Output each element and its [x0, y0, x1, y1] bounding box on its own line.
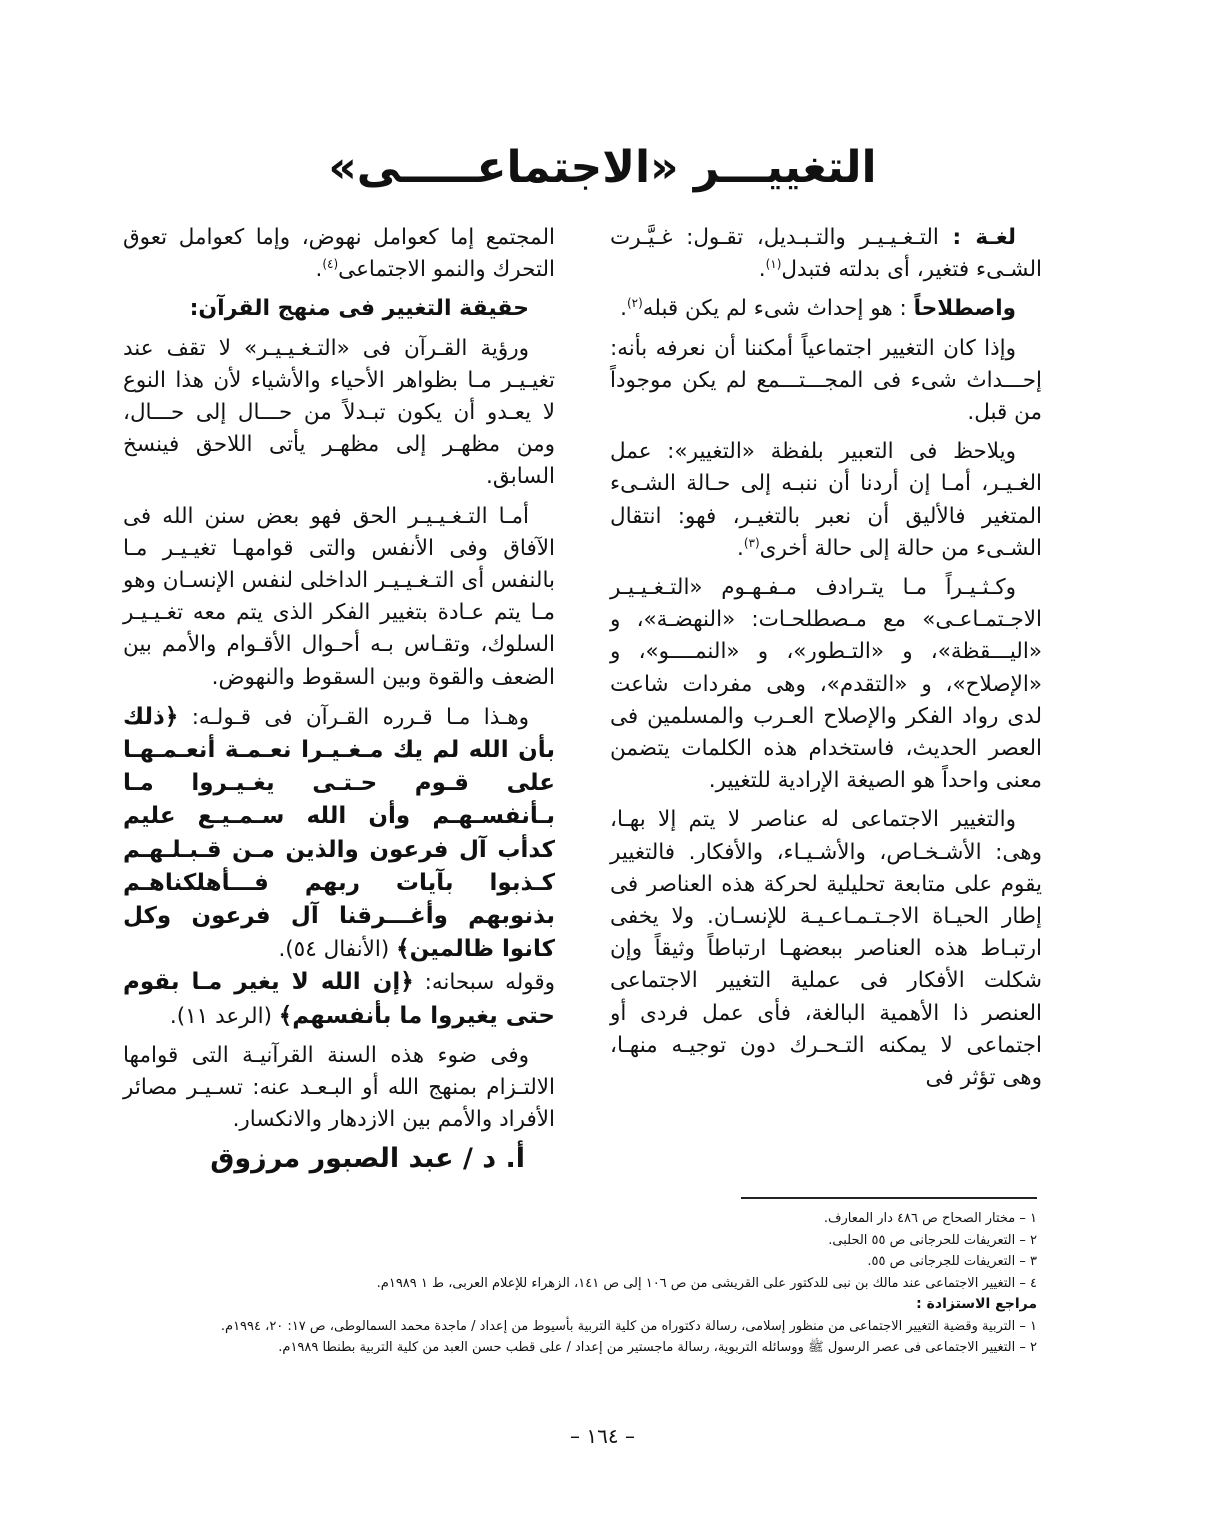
- article-title: التغييـــر «الاجتماعـــــى»: [328, 142, 877, 193]
- verse-citation: (الأنفال ٥٤).: [278, 937, 397, 963]
- label-lexical: لغـة :: [952, 225, 1016, 250]
- footnote-item: ٤ – التغيير الاجتماعى عند مالك بن نبى للدكتور على القريشى من ص ١٠٦ إلى ص ١٤١، الزهراء للإعلام العربى، ط ١ ١٩٨٩م.: [376, 1275, 1037, 1291]
- footnote-ref-1[interactable]: (١): [765, 257, 782, 272]
- paragraph: وفى ضوء هذه السنة القرآنيـة التى قوامها الالتـزام بمنهج الله أو البـعـد عنه: تسـيـر مصائر الأفراد والأمم بين الازدهار والانكسار.: [123, 1042, 555, 1133]
- footnote-ref-3[interactable]: (٣): [743, 535, 760, 550]
- reference-item: ٢ – التغيير الاجتماعى فى عصر الرسول ﷺ ووسائله التربوية، رسالة ماجستير من إعداد / على قطب حسن العبد من كلية التربية بطنطا ١٩٨٩م.: [278, 1340, 1037, 1355]
- footnote-item: ٢ – التعريفات للحرجانى ص ٥٥ الحلبى.: [828, 1232, 1037, 1248]
- paragraph: المجتمع إما كعوامل نهوض، وإما كعوامل تعوق التحرك والنمو الاجتماعى$^{(٤)}$.: [123, 225, 555, 283]
- references-title: مراجع الاستزادة :: [916, 1296, 1037, 1312]
- paragraph: وكـثـيـراً مـا يتـرادف مـفـهـوم «التـغـيـيـر الاجـتمـاعـى» مع مـصطلحـات: «النهضـة»، و «اليـــقظة»، و «التـطور»، و «النمــــو»، و «الإصلاح»، و «التقدم»، وهى مفردات شاعت لدى رواد الفكر والإصلاح العـرب والمسلمين فى العصر الحديث، فاستخدام هذه الكلمات يتضمن معنى واحداً هو الصيغة الإرادية للتغيير.: [610, 575, 1042, 794]
- author-name: أ. د / عبد الصبور مرزوق: [210, 1143, 525, 1174]
- verse-citation: (الرعد ١١).: [169, 1003, 279, 1029]
- right-column: [610, 222, 1042, 1101]
- footnote-ref-4[interactable]: (٤): [322, 257, 339, 272]
- paragraph: ورؤية القـرآن فى «التـغـيـيـر» لا تقف عند تغيـيـر مـا بظواهر الأحياء والأشياء لأن هذا النوع لا يعـدو أن يكون تبـدلاً من حـــال إلى حـــال، ومن مظهـر إلى مظهـر يأتى اللاحق فينسخ السابق.: [123, 335, 555, 490]
- footnotes: [107, 1208, 1037, 1359]
- paragraph-lexical-definition: لغـة : التـغـيـيـر والتـبـديل، تقـول: غـيَّـرت الشـىء فتغير، أى بدلته فتبدل$^{(١)}$.: [610, 225, 1042, 283]
- paragraph: وإذا كان التغيير اجتماعياً أمكننا أن نعرفه بأنه: إحـــداث شىء فى المجـــتـــمع لم يكن موجوداً من قبل.: [610, 335, 1042, 426]
- left-column: [123, 222, 555, 1143]
- section-heading: حقيقة التغيير فى منهج القرآن:: [189, 296, 529, 322]
- paragraph-quran-quote: وهـذا مـا قـرره القـرآن فى قـولـه: ﴿ذلك بأن الله لم يك مـغـيـرا نعـمـة أنعـمـهـا على قـوم حـتـى يغـيـروا مـا بـأنفسـهـم وأن الله سـمـيـع عليم كدأب آل فرعون والذين مـن قـبـلـهـم كـذبوا بآيات ربهم فـــأهلكناهـم بذنوبهم وأغـــرقنا آل فرعون وكل كانوا ظالمين﴾ (الأنفال ٥٤). وقوله سبحانه: ﴿إن الله لا يغير مـا بقوم حتى يغيروا ما بأنفسهم﴾ (الرعد ١١).: [123, 703, 556, 1029]
- footnote-ref-2[interactable]: (٢): [626, 296, 643, 311]
- reference-item: ١ – التربية وقضية التغيير الاجتماعى من منظور إسلامى، رسالة دكتوراه من كلية التربية بأسيوط من إعداد / ماجدة محمد السمالوطى، ص ١٧: ٢٠، ١٩٩٤م.: [220, 1318, 1037, 1334]
- paragraph: أمـا التـغـيـيـر الحق فهو بعض سنن الله فى الآفاق وفى الأنفس والتى قوامهـا تغيـيـر مـا بالنفس أى التـغـيـيـر الداخلى لنفس الإنسـان وهو مـا يتم عـادة بتغيير الفكر الذى يتم معه تغـيـيـر السلوك، وتقـاس بـه أحـوال الأقـوام والأمم بين الضعف والقوة وبين السقوط والنهوض.: [123, 503, 555, 690]
- quran-verse: ﴿إن الله لا يغير مـا بقوم حتى يغيروا ما بأنفسهم﴾: [123, 969, 555, 1029]
- paragraph-technical-definition: واصطلاحاً : هو إحداث شىء لم يكن قبله$^{(٢)}$.: [620, 296, 1016, 322]
- page-number: – ١٦٤ –: [570, 1424, 635, 1448]
- footnote-item: ٣ – التعريفات للجرجانى ص ٥٥.: [867, 1254, 1037, 1269]
- label-technical: واصطلاحاً: [913, 296, 1016, 322]
- quran-verse: ﴿ذلك بأن الله لم يك مـغـيـرا نعـمـة أنعـمـهـا على قـوم حـتـى يغـيـروا مـا بـأنفسـهـم وأن الله سـمـيـع عليم كدأب آل فرعون والذين مـن قـبـلـهـم كـذبوا بآيات ربهم فـــأهلكناهـم بذنوبهم وأغـــرقنا آل فرعون وكل كانوا ظالمين﴾: [123, 703, 555, 963]
- paragraph: والتغيير الاجتماعى له عناصر لا يتم إلا بهـا، وهى: الأشـخـاص، والأشـيـاء، والأفكار. فالتغيير يقوم على متابعة تحليلية لحركة هذه العناصر فى إطار الحيـاة الاجـتـمـاعـيـة للإنسـان. ولا يخفى ارتبـاط هذه العناصر ببعضهـا ارتباطاً وثيقاً وإن شكلت الأفكار فى عملية التغيير الاجتماعى العنصر ذا الأهمية البالغة، فأى عمل فردى أو اجتماعى لا يمكنه التـحـرك دون توجيـه منهـا، وهى تؤثر فى: [610, 807, 1042, 1091]
- paragraph: ويلاحظ فى التعبير بلفظة «التغيير»: عمل الغـيـر، أمـا إن أردنا أن ننبـه إلى حـالة الشـىء المتغير فالأليق أن نعبر بالتغيـر، فهو: انتقال الشـىء من حالة إلى حالة أخرى$^{(٣)}$.: [610, 439, 1042, 561]
- footnote-divider: [741, 1197, 1037, 1199]
- footnote-item: ١ – مختار الصحاح ص ٤٨٦ دار المعارف.: [823, 1211, 1037, 1226]
